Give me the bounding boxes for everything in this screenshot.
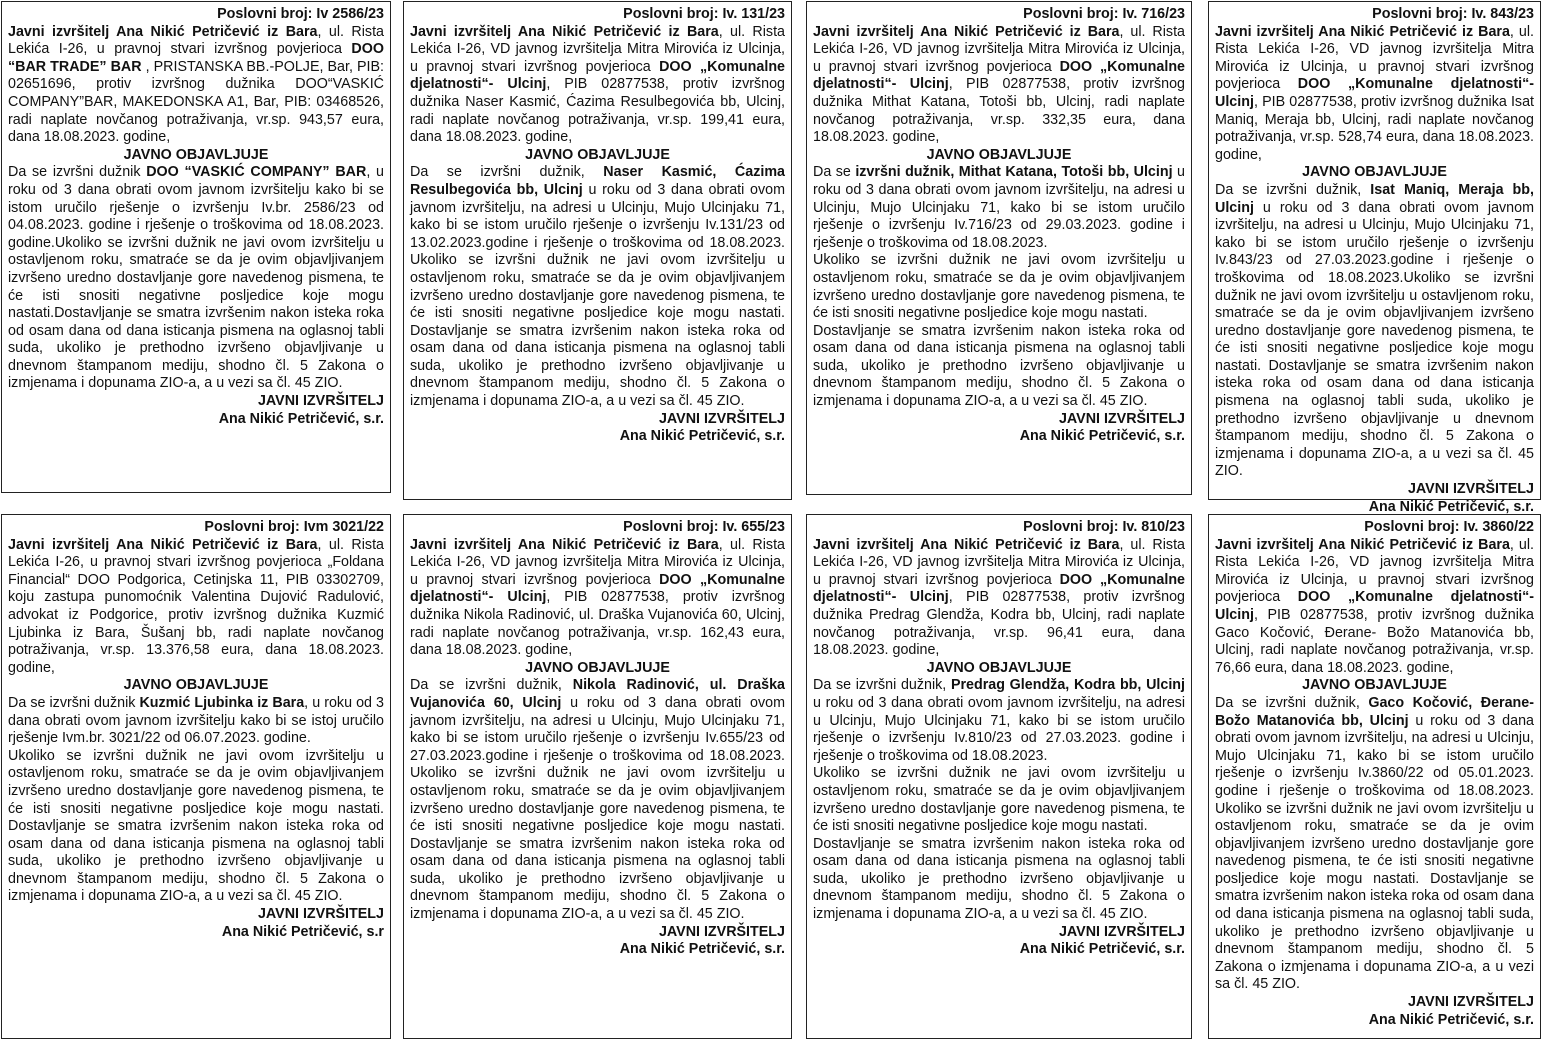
text-run: , ul. Rista Lekića I-26, u pravnoj stvari izvršnog povjerioca bbox=[8, 23, 384, 58]
intro-paragraph bbox=[813, 537, 1185, 660]
case-number: Poslovni broj: Iv. 131/23 bbox=[623, 6, 785, 22]
bold-text: izvršni dužnik, Mithat Katana, Totoši bb, Ulcinj bbox=[855, 164, 1173, 181]
bold-text: Javni izvršitelj Ana Nikić Petričević iz Bara bbox=[410, 23, 719, 40]
text-run: Da se izvršni dužnik bbox=[8, 694, 140, 711]
intro-paragraph bbox=[410, 24, 785, 147]
signature-name: Ana Nikić Petričević, s.r. bbox=[1368, 1011, 1534, 1028]
notice-heading: JAVNO OBJAVLJUJE bbox=[123, 146, 269, 163]
text-run: Da se bbox=[813, 164, 856, 181]
notice-heading: JAVNO OBJAVLJUJE bbox=[926, 146, 1072, 163]
text-run: , PRISTANSKA BB.-POLJE, Bar, PIB: 02651696, protiv izvršnog dužnika DOO“VASKIĆ COMPANY”BAR, MAKEDONSKA A1, Bar, PIB: 03468526, radi naplate novčanog potraživanja, vr.sp. 943,57 eura, dana 18.08.2023. godine, bbox=[8, 58, 384, 146]
notice-heading: JAVNO OBJAVLJUJE bbox=[926, 659, 1072, 676]
intro-paragraph bbox=[1215, 537, 1534, 678]
text-run: Dostavljanje se smatra izvršenim nakon isteka roka od osam dana od dana isticanja pismena na oglasnoj tabli suda, ukoliko je prethodno izvršeno objavljivanje u dnevnom štampanom mediju, shodno čl. 5 Zakona o izmjenama i dopunama ZIO-a, a u vezi sa čl. 45 ZIO. bbox=[813, 835, 1185, 923]
bold-text: Gaco Kočović, Đerane-Božo Matanovića bb, Ulcinj bbox=[1215, 694, 1534, 729]
notice-card bbox=[806, 1, 1192, 495]
text-run: Da se izvršni dužnik, bbox=[410, 164, 604, 181]
bold-text: Javni izvršitelj Ana Nikić Petričević iz Bara bbox=[1215, 23, 1510, 40]
bold-text: Javni izvršitelj Ana Nikić Petričević iz Bara bbox=[8, 23, 318, 40]
bold-text: DOO „Komunalne djelatnosti“- Ulcinj bbox=[1215, 76, 1535, 110]
signature-title: JAVNI IZVRŠITELJ bbox=[257, 393, 384, 410]
signature-name: Ana Nikić Petričević, s.r. bbox=[619, 428, 785, 445]
bold-text: DOO „Komunalne djelatnosti“- Ulcinj bbox=[410, 571, 786, 606]
text-run: u roku od 3 dana obrati ovom javnom izvršitelju, na adresi u Ulcinju, Mujo Ulcinjaku 71, kako bi se istom uručilo rješenje o izvršenju Iv.131/23 od 13.02.2023.godine i rješenje o troškovima od 18.08.2023. Ukoliko se izvršni dužnik ne javi ovom izvršitelju u ostavljenom roku, smatraće se da je ovim objavljivanjem izvršeno uredno dostavljanje gore navedenog pismena, te će isti snositi negativne posljedice koje mogu nastati. Dostavljanje se smatra izvršenim nakon isteka roka od osam dana od dana isticanja pismena na oglasnoj tabli suda, ukoliko je prethodno izvršeno objavljivanje u dnevnom štampanom mediju, shodno čl. 5 Zakona o izmjenama i dopunama ZIO-a, a u vezi sa čl. 45 ZIO. bbox=[410, 181, 786, 410]
bold-text: Javni izvršitelj Ana Nikić Petričević iz Bara bbox=[813, 536, 1120, 553]
intro-paragraph bbox=[8, 537, 384, 678]
notice-heading: JAVNO OBJAVLJUJE bbox=[1302, 677, 1447, 694]
text-run: Da se izvršni dužnik, bbox=[813, 677, 951, 694]
text-run: Ukoliko se izvršni dužnik ne javi ovom izvršitelju u ostavljenom roku, smatraće se da je ovim objavljivanjem izvršeno uredno dostavljanje gore navedenog pismena, te će isti snositi negativne posljedice koje mogu nastati. bbox=[813, 765, 1185, 835]
bold-text: Javni izvršitelj Ana Nikić Petričević iz Bara bbox=[813, 23, 1120, 40]
bold-text: Predrag Glendža, Kodra bb, Ulcinj bbox=[950, 677, 1185, 694]
intro-paragraph bbox=[1215, 24, 1534, 165]
body-paragraph bbox=[8, 695, 384, 748]
text-run: Da se izvršni dužnik, bbox=[410, 677, 573, 694]
text-run: u roku od 3 dana obrati ovom javnom izvršitelju, na adresi u Ulcinju, Mujo Ulcinjaku 71, kako bi se istom uručilo rješenje o izvršenju Iv.716/23 od 29.03.2023. godine i rješenje o troškovima od 18.08.2023. bbox=[813, 164, 1185, 251]
signature-title: JAVNI IZVRŠITELJ bbox=[1407, 994, 1534, 1011]
notice-heading: JAVNO OBJAVLJUJE bbox=[123, 677, 269, 694]
notice-card bbox=[1, 514, 391, 1039]
body-paragraph bbox=[813, 252, 1185, 322]
bold-text: DOO „Komunalne djelatnosti“- Ulcinj bbox=[410, 58, 786, 93]
case-number: Poslovni broj: Iv. 843/23 bbox=[1372, 6, 1534, 22]
text-run: u roku od 3 dana obrati ovom javnom izvršitelju, na adresi u Ulcinju, Mujo Ulcinjaku 71, kako bi se istom uručilo rješenje o izvršenju Iv.655/23 od 27.03.2023.godine i rješenje o troškovima od 18.08.2023. Ukoliko se izvršni dužnik ne javi ovom izvršitelju u ostavljenom roku, smatraće se da je ovim objavljivanjem izvršeno uredno dostavljanje gore navedenog pismena, te će isti snositi negativne posljedice koje mogu nastati. Dostavljanje se smatra izvršenim nakon isteka roka od osam dana od dana isticanja pismena na oglasnoj tabli suda, ukoliko je prethodno izvršeno objavljivanje u dnevnom štampanom mediju, shodno čl. 5 Zakona o izmjenama i dopunama ZIO-a, a u vezi sa čl. 45 ZIO. bbox=[410, 694, 786, 923]
text-run: , PIB 02877538, protiv izvršnog dužnika Isat Maniq, Meraja bb, Ulcinj, radi naplate novčanog potraživanja, vr.sp. 528,74 eura, dana 18.08.2023. godine, bbox=[1215, 93, 1534, 163]
body-paragraph bbox=[410, 677, 785, 923]
case-number: Poslovni broj: Ivm 3021/22 bbox=[204, 519, 384, 535]
bold-text: Nikola Radinović, ul. Draška Vujanovića 60, Ulcinj bbox=[410, 677, 785, 711]
signature-title: JAVNI IZVRŠITELJ bbox=[658, 410, 785, 427]
notice-heading: JAVNO OBJAVLJUJE bbox=[525, 146, 670, 163]
notice-card bbox=[403, 1, 792, 500]
bold-text: Javni izvršitelj Ana Nikić Petričević iz Bara bbox=[8, 536, 318, 553]
bold-text: Kuzmić Ljubinka iz Bara bbox=[139, 694, 305, 711]
bold-text: DOO „Komunalne djelatnosti“- Ulcinj bbox=[813, 571, 1186, 606]
notice-card bbox=[806, 514, 1192, 1039]
body-paragraph bbox=[813, 323, 1185, 411]
bold-text: Naser Kasmić, Ćazima Resulbegovića bb, Ulcinj bbox=[410, 164, 785, 198]
bold-text: DOO „Komunalne djelatnosti“- Ulcinj bbox=[813, 58, 1186, 93]
intro-paragraph bbox=[410, 537, 785, 660]
text-run: Ukoliko se izvršni dužnik ne javi ovom izvršitelju u ostavljenom roku, smatraće se da je ovim objavljivanjem izvršeno uredno dostavljanje gore navedenog pismena, te će isti snositi negativne posljedice koje mogu nastati. Dostavljanje se smatra izvršenim nakon isteka roka od osam dana od dana isticanja pismena na oglasnoj tabli suda, ukoliko je prethodno izvršeno objavljivanje u dnevnom štampanom mediju, shodno čl. 5 Zakona o izmjenama i dopunama ZIO-a, a u vezi sa čl. 45 ZIO. bbox=[8, 747, 384, 905]
intro-paragraph bbox=[8, 24, 384, 147]
notice-card bbox=[1208, 1, 1541, 515]
bold-text: Isat Maniq, Meraja bb, Ulcinj bbox=[1215, 181, 1534, 216]
text-run: Da se izvršni dužnik, bbox=[1215, 694, 1369, 711]
text-run: u roku od 3 dana obrati ovom javnom izvršitelju, na adresi u Ulcinju, Mujo Ulcinjaku 71, kako bi se istom uručilo rješenje o izvršenju Iv.843/23 od 27.03.2023.godine i rješenje o troškovima od 18.08.2023.Ukoliko se izvršni dužnik ne javi ovom izvršitelju u ostavljenom roku, smatraće se da je ovim objavljivanjem izvršeno uredno dostavljanje gore navedenog pismena, te će isti snositi negativne posljedice koje mogu nastati. Dostavljanje se smatra izvršenim nakon isteka roka od osam dana od dana isticanja pismena na oglasnoj tabli suda, ukoliko je prethodno izvršeno objavljivanje u dnevnom štampanom mediju, shodno čl. 5 Zakona o izmjenama i dopunama ZIO-a, a u vezi sa čl. 45 ZIO. bbox=[1215, 199, 1534, 480]
signature-name: Ana Nikić Petričević, s.r. bbox=[619, 941, 785, 958]
case-number: Poslovni broj: Iv. 3860/22 bbox=[1364, 519, 1534, 535]
text-run: , PIB 02877538, protiv izvršnog dužnika Predrag Glendža, Kodra bb, Ulcinj, radi naplate novčanog potraživanja, vr.sp. 96,41 eura, dana 18.08.2023. godine, bbox=[813, 589, 1185, 659]
text-run: Dostavljanje se smatra izvršenim nakon isteka roka od osam dana od dana isticanja pismena na oglasnoj tabli suda, ukoliko je prethodno izvršeno objavljivanje u dnevnom štampanom mediju, shodno čl. 5 Zakona o izmjenama i dopunama ZIO-a, a u vezi sa čl. 45 ZIO. bbox=[813, 322, 1185, 410]
notice-heading: JAVNO OBJAVLJUJE bbox=[1302, 164, 1447, 181]
signature-name: Ana Nikić Petričević, s.r. bbox=[218, 410, 384, 427]
text-run: , ul. Rista Lekića I-26, VD javnog izvršitelja Mitra Mirovića iz Ulcinja, u pravnoj stvari izvršnog povjerioca bbox=[410, 23, 785, 75]
bold-text: DOO „Komunalne djelatnosti“- Ulcinj bbox=[1215, 589, 1535, 623]
notice-heading: JAVNO OBJAVLJUJE bbox=[525, 659, 670, 676]
signature-name: Ana Nikić Petričević, s.r. bbox=[1368, 498, 1534, 515]
text-run: Ukoliko se izvršni dužnik ne javi ovom izvršitelju u ostavljenom roku, smatraće se da je ovim objavljivanjem izvršeno uredno dostavljanje gore navedenog pismena, te će isti snositi negativne posljedice koje mogu nastati. bbox=[813, 252, 1185, 322]
case-number: Poslovni broj: Iv. 655/23 bbox=[623, 519, 785, 535]
body-paragraph bbox=[1215, 182, 1534, 481]
body-paragraph bbox=[813, 765, 1185, 835]
body-paragraph bbox=[410, 164, 785, 410]
text-run: , PIB 02877538, protiv izvršnog dužnika Mithat Katana, Totoši bb, Ulcinj, radi naplate novčanog potraživanja, vr.sp. 332,35 eura, dana 18.08.2023. godine, bbox=[813, 76, 1185, 146]
text-run: , ul. Rista Lekića I-26, u pravnoj stvari izvršnog povjerioca „Foldana Financial“ DOO Podgorica, Cetinjska 11, PIB 03302709, koju zastupa punomoćnik Valentina Dujović Radulović, advokat iz Podgorice, protiv izvršnog dužnika Kuzmić Ljubinka iz Bara, Šušanj bb, radi naplate novčanog potraživanja, vr.sp. 13.376,58 eura, dana 18.08.2023. godine, bbox=[8, 536, 384, 676]
body-paragraph bbox=[1215, 695, 1534, 994]
case-number: Poslovni broj: Iv 2586/23 bbox=[217, 6, 384, 22]
text-run: u roku od 3 dana obrati ovom javnom izvršitelju, na adresi u Ulcinju, Mujo Ulcinjaku 71, kako bi se istom uručilo rješenje o izvršenju Iv.3860/22 od 05.01.2023. godine i rješenje o troškovima od 18.08.2023. Ukoliko se izvršni dužnik ne javi ovom izvršitelju u ostavljenom roku, smatraće se da je ovim objavljivanjem izvršeno uredno dostavljanje gore navedenog pismena, te će isti snositi negativne posljedice koje mogu nastati. Dostavljanje se smatra izvršenim nakon isteka roka od osam dana od dana isticanja pismena na oglasnoj tabli suda, ukoliko je prethodno izvršeno objavljivanje u dnevnom štampanom mediju, shodno čl. 5 Zakona o izmjenama i dopunama ZIO-a, a u vezi sa čl. 45 ZIO. bbox=[1215, 712, 1534, 993]
signature-name: Ana Nikić Petričević, s.r. bbox=[1019, 941, 1185, 958]
body-paragraph bbox=[8, 748, 384, 906]
text-run: , ul. Rista Lekića I-26, VD javnog izvršitelja Mitra Mirovića iz Ulcinja, u pravnoj stvari izvršnog povjerioca bbox=[813, 23, 1185, 75]
text-run: Da se izvršni dužnik bbox=[8, 164, 147, 181]
bold-text: Javni izvršitelj Ana Nikić Petričević iz Bara bbox=[410, 536, 719, 553]
case-number: Poslovni broj: Iv. 810/23 bbox=[1023, 519, 1185, 535]
notice-card bbox=[403, 514, 792, 1039]
text-run: , ul. Rista Lekića I-26, VD javnog izvršitelja Mitra Mirovića iz Ulcinja, u pravnoj stvari izvršnog povjerioca bbox=[410, 536, 785, 588]
text-run: u roku od 3 dana obrati ovom javnom izvršitelju, na adresi u Ulcinju, Mujo Ulcinjaku 71, kako bi se istom uručilo rješenje o izvršenju Iv.810/23 od 27.03.2023. godine i rješenje o troškovima od 18.08.2023. bbox=[813, 694, 1185, 764]
signature-title: JAVNI IZVRŠITELJ bbox=[257, 906, 384, 923]
signature-title: JAVNI IZVRŠITELJ bbox=[658, 923, 785, 940]
body-paragraph bbox=[813, 677, 1185, 765]
text-run: , PIB 02877538, protiv izvršnog dužnika Gaco Kočović, Đerane- Božo Matanovića bb, Ulcinj, radi naplate novčanog potraživanja, vr.sp. 76,66 eura, dana 18.08.2023. godine, bbox=[1215, 606, 1534, 676]
signature-name: Ana Nikić Petričević, s.r. bbox=[1019, 428, 1185, 445]
text-run: , PIB 02877538, protiv izvršnog dužnika Nikola Radinović, ul. Draška Vujanovića 60, Ulcinj, radi naplate novčanog potraživanja, vr.sp. 162,43 eura, dana 18.08.2023. godine, bbox=[410, 589, 785, 659]
bold-text: DOO “VASKIĆ COMPANY” BAR bbox=[146, 164, 367, 181]
text-run: , ul. Rista Lekića I-26, VD javnog izvršitelja Mitra Mirovića iz Ulcinja, u pravnoj stvari izvršnog povjerioca bbox=[1215, 23, 1534, 93]
body-paragraph bbox=[8, 164, 384, 393]
text-run: , PIB 02877538, protiv izvršnog dužnika Naser Kasmić, Ćazima Resulbegovića bb, Ulcinj, radi naplate novčanog potraživanja, vr.sp. 199,41 eura, dana 18.08.2023. godine, bbox=[410, 76, 785, 146]
signature-name: Ana Nikić Petričević, s.r bbox=[221, 923, 384, 940]
bold-text: Javni izvršitelj Ana Nikić Petričević iz Bara bbox=[1215, 536, 1510, 553]
text-run: , u roku od 3 dana obrati ovom javnom izvršitelju kako bi se istom uručilo rješenje o izvršenju Iv.br. 2586/23 od 04.08.2023. godine i rješenje o troškovima od 18.08.2023. godine.Ukoliko se izvršni dužnik ne javi ovom izvršitelju u ostavljenom roku, smatraće se da je ovim objavljivanjem izvršeno uredno dostavljanje gore navedenog pismena, te će isti snositi negativne posljedice koje mogu nastati.Dostavljanje se smatra izvršenim nakon isteka roka od osam dana od dana isticanja pismena na oglasnoj tabli suda, ukoliko je prethodno izvršeno objavljivanje u dnevnom štampanom mediju, shodno čl. 5 Zakona o izmjenama i dopunama ZIO-a, a u vezi sa čl. 45 ZIO. bbox=[8, 164, 384, 392]
text-run: Da se izvršni dužnik, bbox=[1215, 181, 1371, 198]
text-run: , ul. Rista Lekića I-26, VD javnog izvršitelja Mitra Mirovića iz Ulcinja, u pravnoj stvari izvršnog povjerioca bbox=[813, 536, 1185, 588]
bold-text: DOO “BAR TRADE” BAR bbox=[8, 41, 384, 75]
body-paragraph bbox=[813, 836, 1185, 924]
text-run: , ul. Rista Lekića I-26, VD javnog izvršitelja Mitra Mirovića iz Ulcinja, u pravnoj stvari izvršnog povjerioca bbox=[1215, 536, 1534, 606]
signature-title: JAVNI IZVRŠITELJ bbox=[1058, 923, 1185, 940]
notice-card bbox=[1208, 514, 1541, 1039]
signature-title: JAVNI IZVRŠITELJ bbox=[1058, 410, 1185, 427]
intro-paragraph bbox=[813, 24, 1185, 147]
notice-card bbox=[1, 1, 391, 493]
text-run: , u roku od 3 dana obrati ovom javnom izvršitelju kako bi se istoj uručilo rješenje Ivm.br. 3021/22 od 06.07.2023. godine. bbox=[8, 694, 384, 747]
body-paragraph bbox=[813, 164, 1185, 252]
signature-title: JAVNI IZVRŠITELJ bbox=[1407, 481, 1534, 498]
case-number: Poslovni broj: Iv. 716/23 bbox=[1023, 6, 1185, 22]
